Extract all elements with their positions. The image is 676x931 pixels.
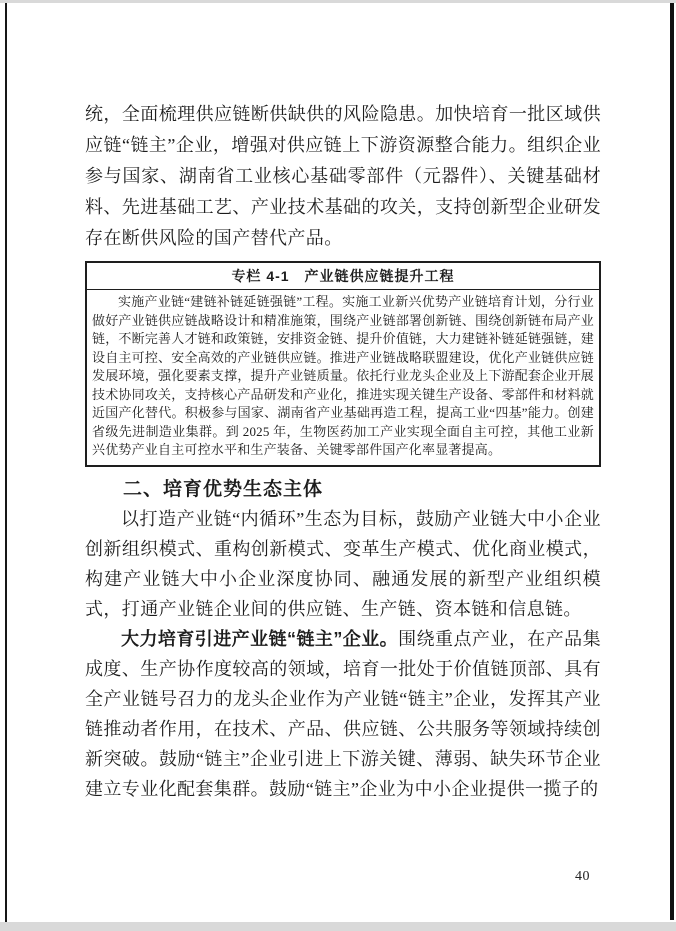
scan-border-left	[5, 3, 7, 922]
paragraph-rest: 围绕重点产业，在产品集成度、生产协作度较高的领域，培育一批处于价值链顶部、具有全产业链号召力的龙头企业作为产业链“链主”企业，发挥其产业链推动者作用，在技术、产品、供应链、公共服务等领域持续创新突破。鼓励“链主”企业引进上下游关键、薄弱、缺失环节企业建立专业化配套集群。鼓励“链主”企业为中小企业提供一揽子的	[85, 628, 601, 799]
section-paragraph-1: 以打造产业链“内循环”生态为目标，鼓励产业链大中小企业创新组织模式、重构创新模式、变革生产模式、优化商业模式，构建产业链大中小企业深度协同、融通发展的新型产业组织模式，打通产业链企业间的供应链、生产链、资本链和信息链。	[85, 508, 601, 619]
callout-box	[85, 261, 601, 467]
paragraph-continuation: 统，全面梳理供应链断供缺供的风险隐患。加快培育一批区域供应链“链主”企业，增强对供应链上下游资源整合能力。组织企业参与国家、湖南省工业核心基础零部件（元器件）、关键基础材料、先进基础工艺、产业技术基础的攻关，支持创新型企业研发存在断供风险的国产替代产品。	[85, 104, 601, 248]
section-paragraph-2	[85, 624, 601, 804]
callout-box-body: 实施产业链“建链补链延链强链”工程。实施工业新兴优势产业链培育计划，分行业做好产业链供应链战略设计和精准施策，围绕产业链部署创新链、围绕创新链布局产业链，不断完善人才链和政策链，安排资金链、提升价值链，大力建链补链延链强链，建设自主可控、安全高效的产业链供应链。推进产业链战略联盟建设，优化产业链供应链发展环境，强化要素支撑，提升产业链质量。依托行业龙头企业及上下游配套企业开展技术协同攻关，支持核心产品研发和产业化，推进实现关键生产设备、零部件和材料就近国产化替代。积极参与国家、湖南省产业基础再造工程，提高工业“四基”能力。创建省级先进制造业集群。到 2025 年，生物医药加工产业实现全面自主可控，其他工业新兴优势产业自主可控水平和生产装备、关键零部件国产化率显著提高。	[92, 294, 594, 457]
page-number: 40	[575, 869, 590, 884]
scan-border-right	[670, 3, 674, 920]
scan-edge-bottom	[0, 922, 676, 931]
scan-edge-top	[0, 0, 676, 3]
callout-box-title: 专栏 4-1 产业链供应链提升工程	[87, 263, 599, 290]
paragraph-bold-lead: 大力培育引进产业链“链主”企业。	[121, 628, 399, 649]
section-heading: 二、培育优势生态主体	[123, 478, 324, 500]
page-content	[85, 99, 601, 804]
